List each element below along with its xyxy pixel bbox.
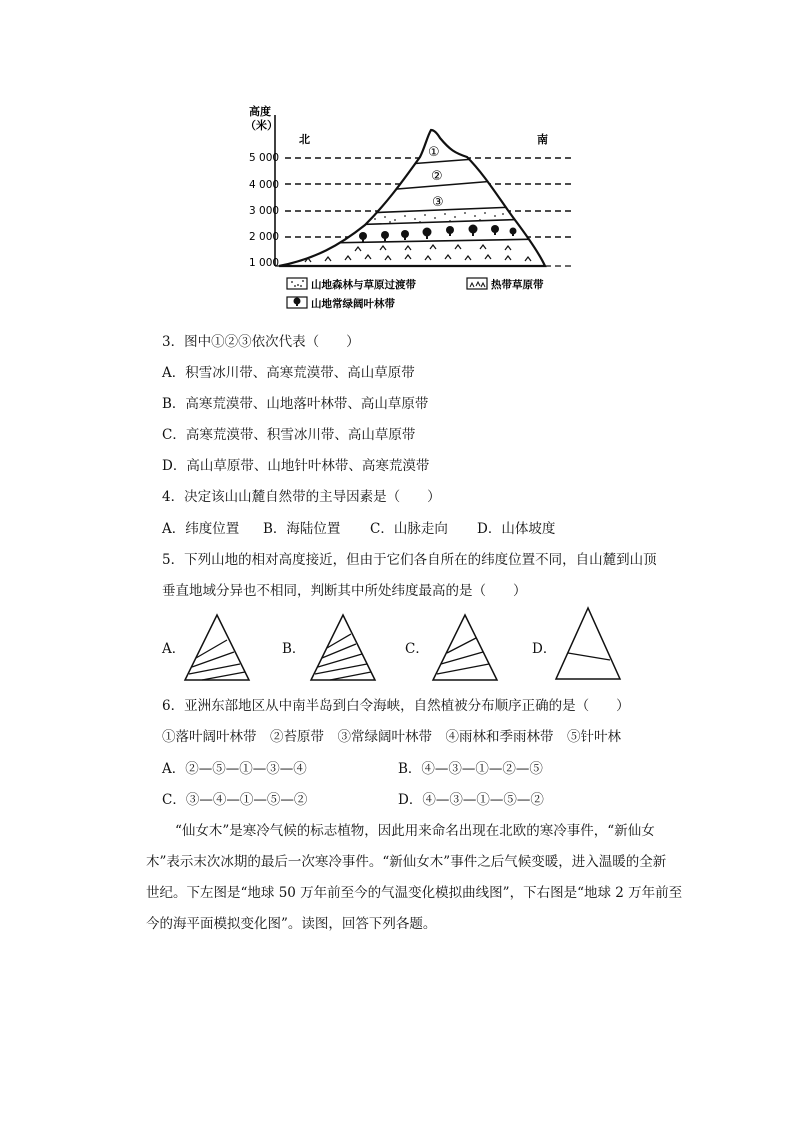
q4-stem: 4．决定该山山麓自然带的主导因素是（ ）: [162, 489, 441, 505]
q3-option-d: D．高山草原带、山地针叶林带、高寒荒漠带: [162, 458, 430, 474]
y-axis-unit: （米）: [245, 119, 278, 132]
q6-stem: 6．亚洲东部地区从中南半岛到白令海峡，自然植被分布顺序正确的是（ ）: [162, 698, 630, 714]
q4-option-c: C．山脉走向: [370, 521, 448, 537]
q5-label-d: D．: [532, 641, 557, 657]
tick-label: 5 000: [249, 152, 280, 164]
tick-label: 1 000: [249, 257, 280, 269]
q5-mountain-b: [308, 612, 378, 684]
mountain-zonation-figure: [245, 95, 595, 320]
zone-label-3: ③: [432, 195, 444, 210]
q6-option-c: C．③—④—①—⑤—②: [162, 792, 308, 808]
y-axis-title: 高度: [249, 105, 271, 118]
q3-option-c: C．高寒荒漠带、积雪冰川带、高山草原带: [162, 427, 416, 443]
tick-label: 4 000: [249, 179, 280, 191]
legend-transition-label: 山地森林与草原过渡带: [311, 279, 416, 291]
q6-option-d: D．④—③—①—⑤—②: [398, 792, 544, 808]
legend-evergreen-label: 山地常绿阔叶林带: [311, 298, 395, 310]
north-label: 北: [299, 133, 310, 146]
passage-line-2: 木”表示末次冰期的最后一次寒冷事件。“新仙女木”事件之后气候变暖，进入温暖的全新: [146, 854, 667, 870]
q3-option-b: B．高寒荒漠带、山地落叶林带、高山草原带: [162, 396, 429, 412]
q6-option-b: B．④—③—①—②—⑤: [398, 761, 543, 777]
passage-line-1: “仙女木”是寒冷气候的标志植物，因此用来命名出现在北欧的寒冷事件，“新仙女: [175, 823, 655, 839]
q3-option-a: A．积雪冰川带、高寒荒漠带、高山草原带: [162, 365, 415, 381]
q4-option-a: A．纬度位置: [162, 521, 240, 537]
zone-label-1: ①: [428, 145, 440, 160]
q5-label-a: A．: [162, 641, 186, 657]
tick-label: 2 000: [249, 231, 280, 243]
q4-option-d: D．山体坡度: [477, 521, 556, 537]
south-label: 南: [537, 133, 548, 146]
q5-mountain-c: [430, 612, 500, 684]
passage-line-4: 今的海平面模拟变化图”。读图，回答下列各题。: [146, 916, 437, 932]
q6-items: ①落叶阔叶林带 ②苔原带 ③常绿阔叶林带 ④雨林和季雨林带 ⑤针叶林: [162, 729, 621, 745]
q5-mountain-a: [182, 612, 252, 684]
passage-line-3: 世纪。下左图是“地球 50 万年前至今的气温变化模拟曲线图”，下右图是“地球 2 万年前至: [146, 885, 683, 901]
q5-label-c: C．: [405, 641, 429, 657]
q3-stem: 3．图中①②③依次代表（ ）: [162, 334, 360, 350]
q5-stem-line2: 垂直地域分异也不相同，判断其中所处纬度最高的是（ ）: [162, 583, 527, 599]
legend-savanna-label: 热带草原带: [491, 279, 544, 291]
q5-label-b: B．: [282, 641, 306, 657]
q6-option-a: A．②—⑤—①—③—④: [162, 761, 307, 777]
legend: [287, 278, 544, 310]
zone-label-2: ②: [431, 169, 443, 184]
q4-option-b: B．海陆位置: [263, 521, 341, 537]
q5-mountain-d: [553, 605, 623, 683]
q5-stem-line1: 5．下列山地的相对高度接近，但由于它们各自所在的纬度位置不同，自山麓到山顶: [162, 552, 657, 568]
tick-label: 3 000: [249, 205, 280, 217]
